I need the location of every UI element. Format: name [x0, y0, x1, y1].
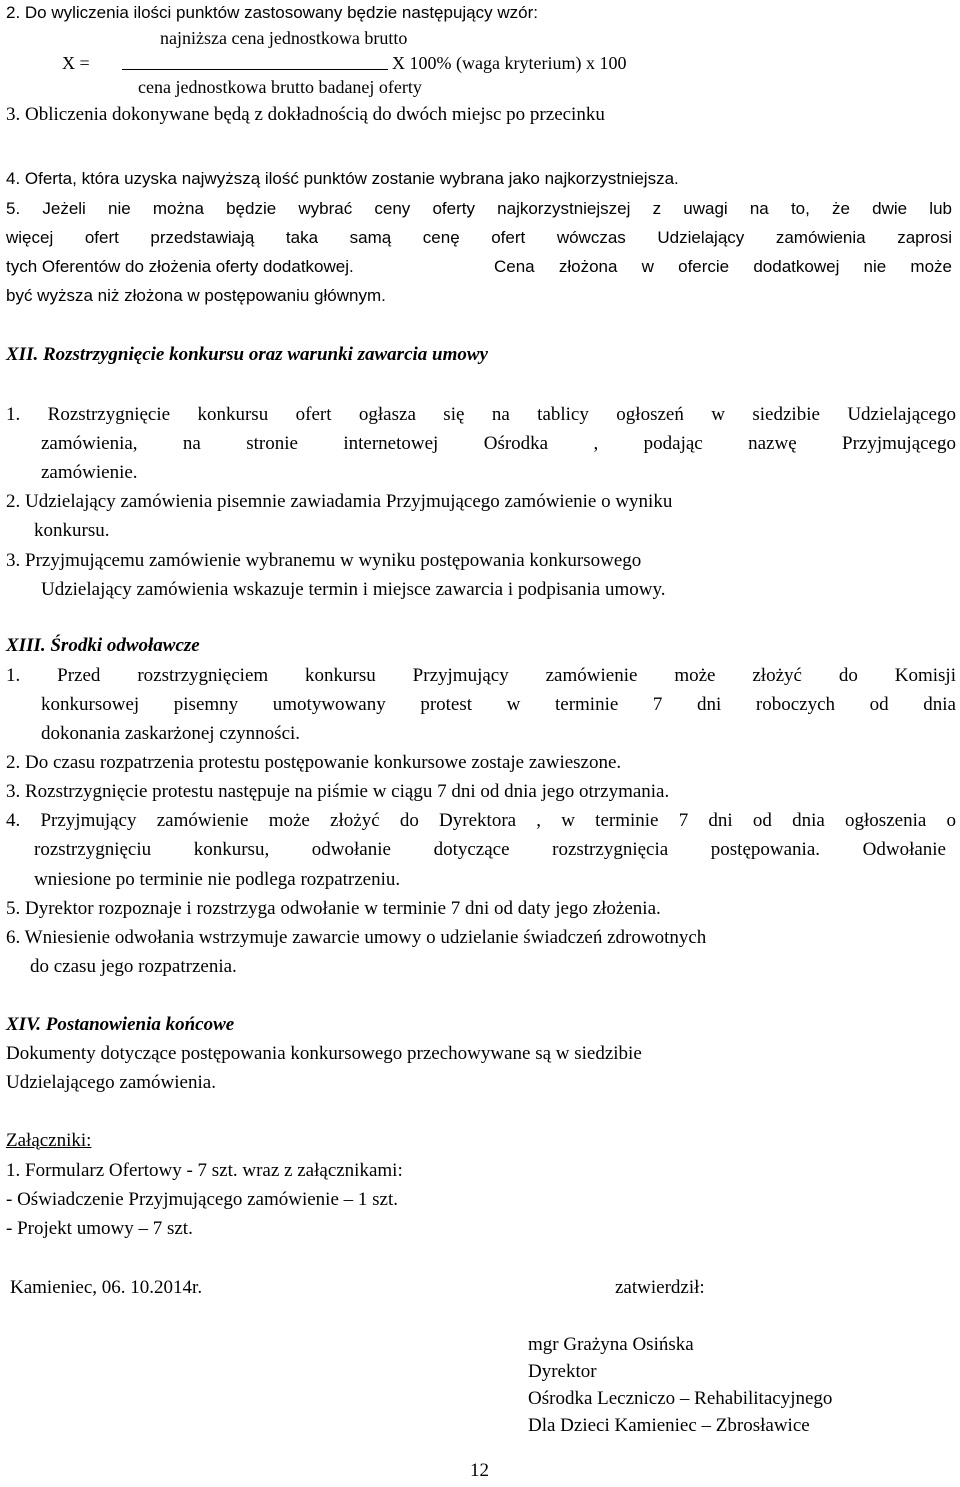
place-date: Kamieniec, 06. 10.2014r.: [10, 1277, 203, 1298]
section-12-heading: XII. Rozstrzygnięcie konkursu oraz warunki zawarcia umowy: [6, 344, 488, 365]
section-14-heading: XIV. Postanowienia końcowe: [6, 1014, 235, 1035]
section-12-p2-line-2: konkursu.: [34, 520, 110, 541]
section-13-p2: 2. Do czasu rozpatrzenia protestu postępowanie konkursowe zostaje zawieszone.: [6, 752, 622, 773]
fraction-line: [122, 69, 388, 70]
signature-org-line-1: Ośrodka Leczniczo – Rehabilitacyjnego: [528, 1388, 833, 1409]
section-12-p1-line-2: zamówienia, na stronie internetowej Ośrodka , podając nazwę Przyjmującego: [41, 433, 956, 454]
page-number: 12: [470, 1460, 489, 1481]
formula-numerator: najniższa cena jednostkowa brutto: [160, 28, 408, 48]
attachment-item-3: - Projekt umowy – 7 szt.: [6, 1218, 193, 1239]
formula-item-5-line-3a: tych Oferentów do złożenia oferty dodatkowej.: [6, 257, 354, 276]
formula-item-5-line-1: 5. Jeżeli nie można będzie wybrać ceny oferty najkorzystniejszej z uwagi na to, że dwie lub: [6, 199, 952, 218]
section-12-p1-line-1: 1. Rozstrzygnięcie konkursu ofert ogłasza się na tablicy ogłoszeń w siedzibie Udzielającego: [6, 404, 956, 425]
formula-item-5-line-4: być wyższa niż złożona w postępowaniu głównym.: [6, 286, 386, 305]
approved-label: zatwierdził:: [615, 1277, 705, 1298]
attachments-heading: Załączniki:: [6, 1130, 92, 1151]
section-13-p1-line-1: 1. Przed rozstrzygnięciem konkursu Przyjmujący zamówienie może złożyć do Komisji: [6, 665, 956, 686]
formula-denominator: cena jednostkowa brutto badanej oferty: [138, 77, 422, 97]
attachment-item-1: 1. Formularz Ofertowy - 7 szt. wraz z załącznikami:: [6, 1160, 403, 1181]
section-13-p3: 3. Rozstrzygnięcie protestu następuje na piśmie w ciągu 7 dni od dnia jego otrzymania.: [6, 781, 670, 802]
section-13-p6-line-1: 6. Wniesienie odwołania wstrzymuje zawarcie umowy o udzielanie świadczeń zdrowotnych: [6, 927, 707, 948]
section-13-p6-line-2: do czasu jego rozpatrzenia.: [30, 956, 237, 977]
section-12-p3-line-1: 3. Przyjmującemu zamówienie wybranemu w wyniku postępowania konkursowego: [6, 550, 642, 571]
section-14-p-line-1: Dokumenty dotyczące postępowania konkursowego przechowywane są w siedzibie: [6, 1043, 642, 1064]
section-14-p-line-2: Udzielającego zamówienia.: [6, 1072, 216, 1093]
section-13-p4-line-2: rozstrzygnięciu konkursu, odwołanie dotyczące rozstrzygnięcia postępowania. Odwołanie: [34, 839, 946, 860]
formula-item-4: 4. Oferta, która uzyska najwyższą ilość punktów zostanie wybrana jako najkorzystniejsza.: [6, 169, 679, 188]
formula-item-5-line-3b: Cena złożona w ofercie dodatkowej nie może: [494, 257, 952, 276]
attachment-item-2: - Oświadczenie Przyjmującego zamówienie – 1 szt.: [6, 1189, 398, 1210]
section-13-heading: XIII. Środki odwoławcze: [6, 635, 200, 656]
section-13-p4-line-3: wniesione po terminie nie podlega rozpatrzeniu.: [34, 869, 401, 890]
section-12-p3-line-2: Udzielający zamówienia wskazuje termin i miejsce zawarcia i podpisania umowy.: [41, 579, 666, 600]
section-13-p1-line-2: konkursowej pisemny umotywowany protest w terminie 7 dni roboczych od dnia: [41, 694, 956, 715]
formula-multiplier: X 100% (waga kryterium) x 100: [392, 53, 627, 73]
formula-item-3: 3. Obliczenia dokonywane będą z dokładnością do dwóch miejsc po przecinku: [6, 104, 605, 125]
section-12-p1-line-3: zamówienie.: [41, 462, 138, 483]
section-13-p4-line-1: 4. Przyjmujący zamówienie może złożyć do Dyrektora , w terminie 7 dni od dnia ogłoszenia o: [6, 810, 956, 831]
signature-title: Dyrektor: [528, 1361, 597, 1382]
formula-item-5-line-2: więcej ofert przedstawiają taka samą cenę ofert wówczas Udzielający zamówienia zaprosi: [6, 228, 952, 247]
section-12-p2-line-1: 2. Udzielający zamówienia pisemnie zawiadamia Przyjmującego zamówienie o wyniku: [6, 491, 673, 512]
signature-name: mgr Grażyna Osińska: [528, 1334, 694, 1355]
formula-intro: 2. Do wyliczenia ilości punktów zastosowany będzie następujący wzór:: [6, 3, 538, 22]
formula-x-equals: X =: [62, 53, 90, 73]
section-13-p5: 5. Dyrektor rozpoznaje i rozstrzyga odwołanie w terminie 7 dni od daty jego złożenia.: [6, 898, 661, 919]
section-13-p1-line-3: dokonania zaskarżonej czynności.: [41, 723, 301, 744]
signature-org-line-2: Dla Dzieci Kamieniec – Zbrosławice: [528, 1415, 810, 1436]
